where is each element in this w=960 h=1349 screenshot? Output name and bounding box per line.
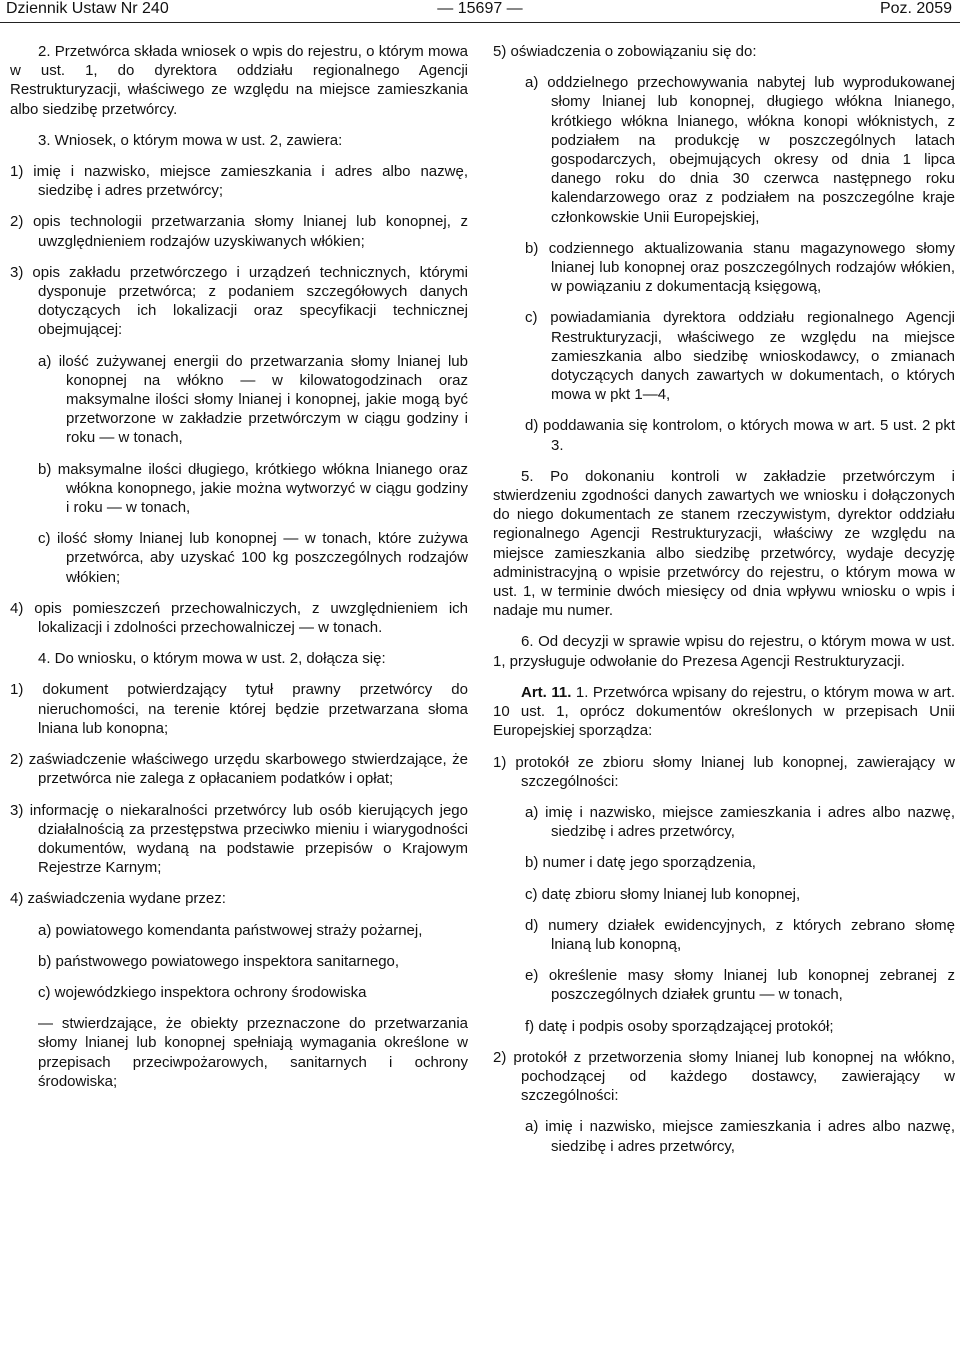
list-item-3b: b) maksymalne ilości długiego, krótkiego włókna lnianego oraz włókna konopnego, jakie można wytworzyć w ciągu godziny i roku — w tonach, (38, 460, 468, 517)
protocol-item-2a: a) imię i nazwisko, miejsce zamieszkania i adres albo nazwę, siedzibę i adres przetwórcy, (525, 1118, 955, 1155)
attachment-item-5c: c) powiadamiania dyrektora oddziału regionalnego Agencji Restrukturyzacji, właściwego ze względu na miejsce zamieszkania albo siedzibę wnioskodawcy, o zmianach dotyczących danych zawartych w dokumentach, o których mowa w pkt 1—4, (525, 309, 955, 404)
list-item-2: 2) opis technologii przetwarzania słomy lnianej lub konopnej, z uwzględnieniem rodzajów uzyskiwanych włókien; (10, 213, 468, 250)
attachment-item-5a: a) oddzielnego przechowywania nabytej lub wyprodukowanej słomy lnianej lub konopnej, długiego włókna lnianego, krótkiego włókna lnianego, włókna konopi włóknistych, z podziałem na produkcję w poszczególnych latach gospodarczych, obejmujących okresy od dnia 1 lipca danego roku do dnia 30 czerwca następnego roku kalendarzowego oraz z podziałem na poszczególne kraje członkowskie Unii Europejskiej, (525, 74, 955, 226)
article-11-label: Art. 11. (521, 683, 572, 701)
article-11-text: 1. Przetwórca wpisany do rejestru, o którym mowa w art. 10 ust. 1, oprócz dokumentów określonych w przepisach Unii Europejskiej sporządza: (493, 683, 955, 740)
paragraph-5: 5. Po dokonaniu kontroli w zakładzie przetwórczym i stwierdzeniu zgodności danych zawartych we wniosku i dołączonych do niego dokumentach ze stanem rzeczywistym, dyrektor oddziału regionalnego Agencji Restrukturyzacji, właściwy ze względu na miejsce zamieszkania albo siedzibę przetwórcy, wydaje decyzję administracyjną o wpisie przetwórcy do rejestru, o którym mowa w ust. 1, w terminie dwóch miesięcy od dnia wpływu wniosku o wpis i nadaje mu numer. (493, 467, 955, 620)
protocol-item-1f: f) datę i podpis osoby sporządzającej protokół; (525, 1017, 834, 1035)
protocol-item-1a: a) imię i nazwisko, miejsce zamieszkania i adres albo nazwę, siedzibę i adres przetwórcy, (525, 803, 955, 841)
paragraph-2: 2. Przetwórca składa wniosek o wpis do rejestru, o którym mowa w ust. 1, do dyrektora oddziału regionalnego Agencji Restrukturyzacji, właściwego ze względu na miejsce zamieszkania albo siedzibę przetwórcy. (10, 43, 468, 118)
position-number: Poz. 2059 (879, 0, 952, 17)
paragraph-6: 6. Od decyzji w sprawie wpisu do rejestru, o którym mowa w ust. 1, przysługuje odwołanie do Prezesa Agencji Restrukturyzacji. (493, 633, 955, 670)
page-number: — 15697 — (437, 0, 523, 17)
attachment-item-3: 3) informację o niekaralności przetwórcy lub osób kierujących jego działalnością za przestępstwa przeciwko mieniu i wiarygodności dokumentów, wydaną na podstawie przepisów o Krajowym Rejestrze Karnym; (10, 801, 468, 877)
attachment-item-1: 1) dokument potwierdzający tytuł prawny przetwórcy do nieruchomości, na terenie której będzie przetwarzana słoma lniana lub konopna; (10, 681, 468, 737)
protocol-item-2: 2) protokół z przetworzenia słomy lnianej lub konopnej na włókno, pochodzącej od każdego dostawcy, zawierający w szczególności: (493, 1048, 955, 1105)
protocol-item-1: 1) protokół ze zbioru słomy lnianej lub konopnej, zawierający w szczególności: (493, 753, 955, 790)
protocol-item-1d: d) numery działek ewidencyjnych, z których zebrano słomę lnianą lub konopną, (525, 916, 955, 953)
protocol-item-1e: e) określenie masy słomy lnianej lub konopnej zebranej z poszczególnych działek gruntu — w tonach, (525, 967, 955, 1004)
attachment-item-4-tail: — stwierdzające, że obiekty przeznaczone do przetwarzania słomy lnianej lub konopnej spełniają wymagania określone w przepisach przeciwpożarowych, sanitarnych i ochrony środowiska; (38, 1015, 468, 1090)
article-11-paragraph (493, 683, 955, 741)
attachment-item-4: 4) zaświadczenia wydane przez: (10, 890, 226, 908)
protocol-item-1c: c) datę zbioru słomy lnianej lub konopnej, (525, 885, 801, 903)
paragraph-3: 3. Wniosek, o którym mowa w ust. 2, zawiera: (38, 131, 343, 149)
journal-title: Dziennik Ustaw Nr 240 (6, 0, 169, 17)
header-rule (0, 22, 960, 23)
attachment-item-5d: d) poddawania się kontrolom, o których mowa w art. 5 ust. 2 pkt 3. (525, 417, 955, 454)
list-item-4: 4) opis pomieszczeń przechowalniczych, z uwzględnieniem ich lokalizacji i zdolności przechowalniczej — w tonach. (10, 599, 468, 637)
attachment-item-4c: c) wojewódzkiego inspektora ochrony środowiska (38, 983, 367, 1001)
left-column (10, 42, 468, 1103)
page-header (0, 0, 960, 22)
attachment-item-4a: a) powiatowego komendanta państwowej straży pożarnej, (38, 921, 423, 939)
list-item-3a: a) ilość zużywanej energii do przetwarzania słomy lnianej lub konopnej na włókno — w kilowatogodzinach oraz maksymalne ilości słomy lnianej i konopnej, jakie mogą być przetworzone w zakładzie przetwórczym w ciągu godziny i roku — w tonach, (38, 352, 468, 447)
attachment-item-2: 2) zaświadczenie właściwego urzędu skarbowego stwierdzające, że przetwórca nie zalega z opłacaniem podatków i opłat; (10, 751, 468, 788)
list-item-3c: c) ilość słomy lnianej lub konopnej — w tonach, które zużywa przetwórca, aby uzyskać 100 kg poszczególnych rodzajów włókien; (38, 530, 468, 586)
protocol-item-1b: b) numer i datę jego sporządzenia, (525, 854, 756, 872)
list-item-1: 1) imię i nazwisko, miejsce zamieszkania i adres albo nazwę, siedzibę i adres przetwórcy; (10, 163, 468, 200)
attachment-item-4b: b) państwowego powiatowego inspektora sanitarnego, (38, 952, 400, 970)
right-column (493, 42, 955, 1168)
paragraph-4: 4. Do wniosku, o którym mowa w ust. 2, dołącza się: (38, 650, 386, 668)
attachment-item-5b: b) codziennego aktualizowania stanu magazynowego słomy lnianej lub konopnej oraz poszczególnych rodzajów włókien, w powiązaniu z dokumentacją księgową, (525, 239, 955, 296)
list-item-3: 3) opis zakładu przetwórczego i urządzeń technicznych, którymi dysponuje przetwórca; z podaniem szczegółowych danych dotyczących ich lokalizacji oraz specyfikacji technicznej obejmującej: (10, 263, 468, 339)
attachment-item-5: 5) oświadczenia o zobowiązaniu się do: (493, 43, 757, 60)
